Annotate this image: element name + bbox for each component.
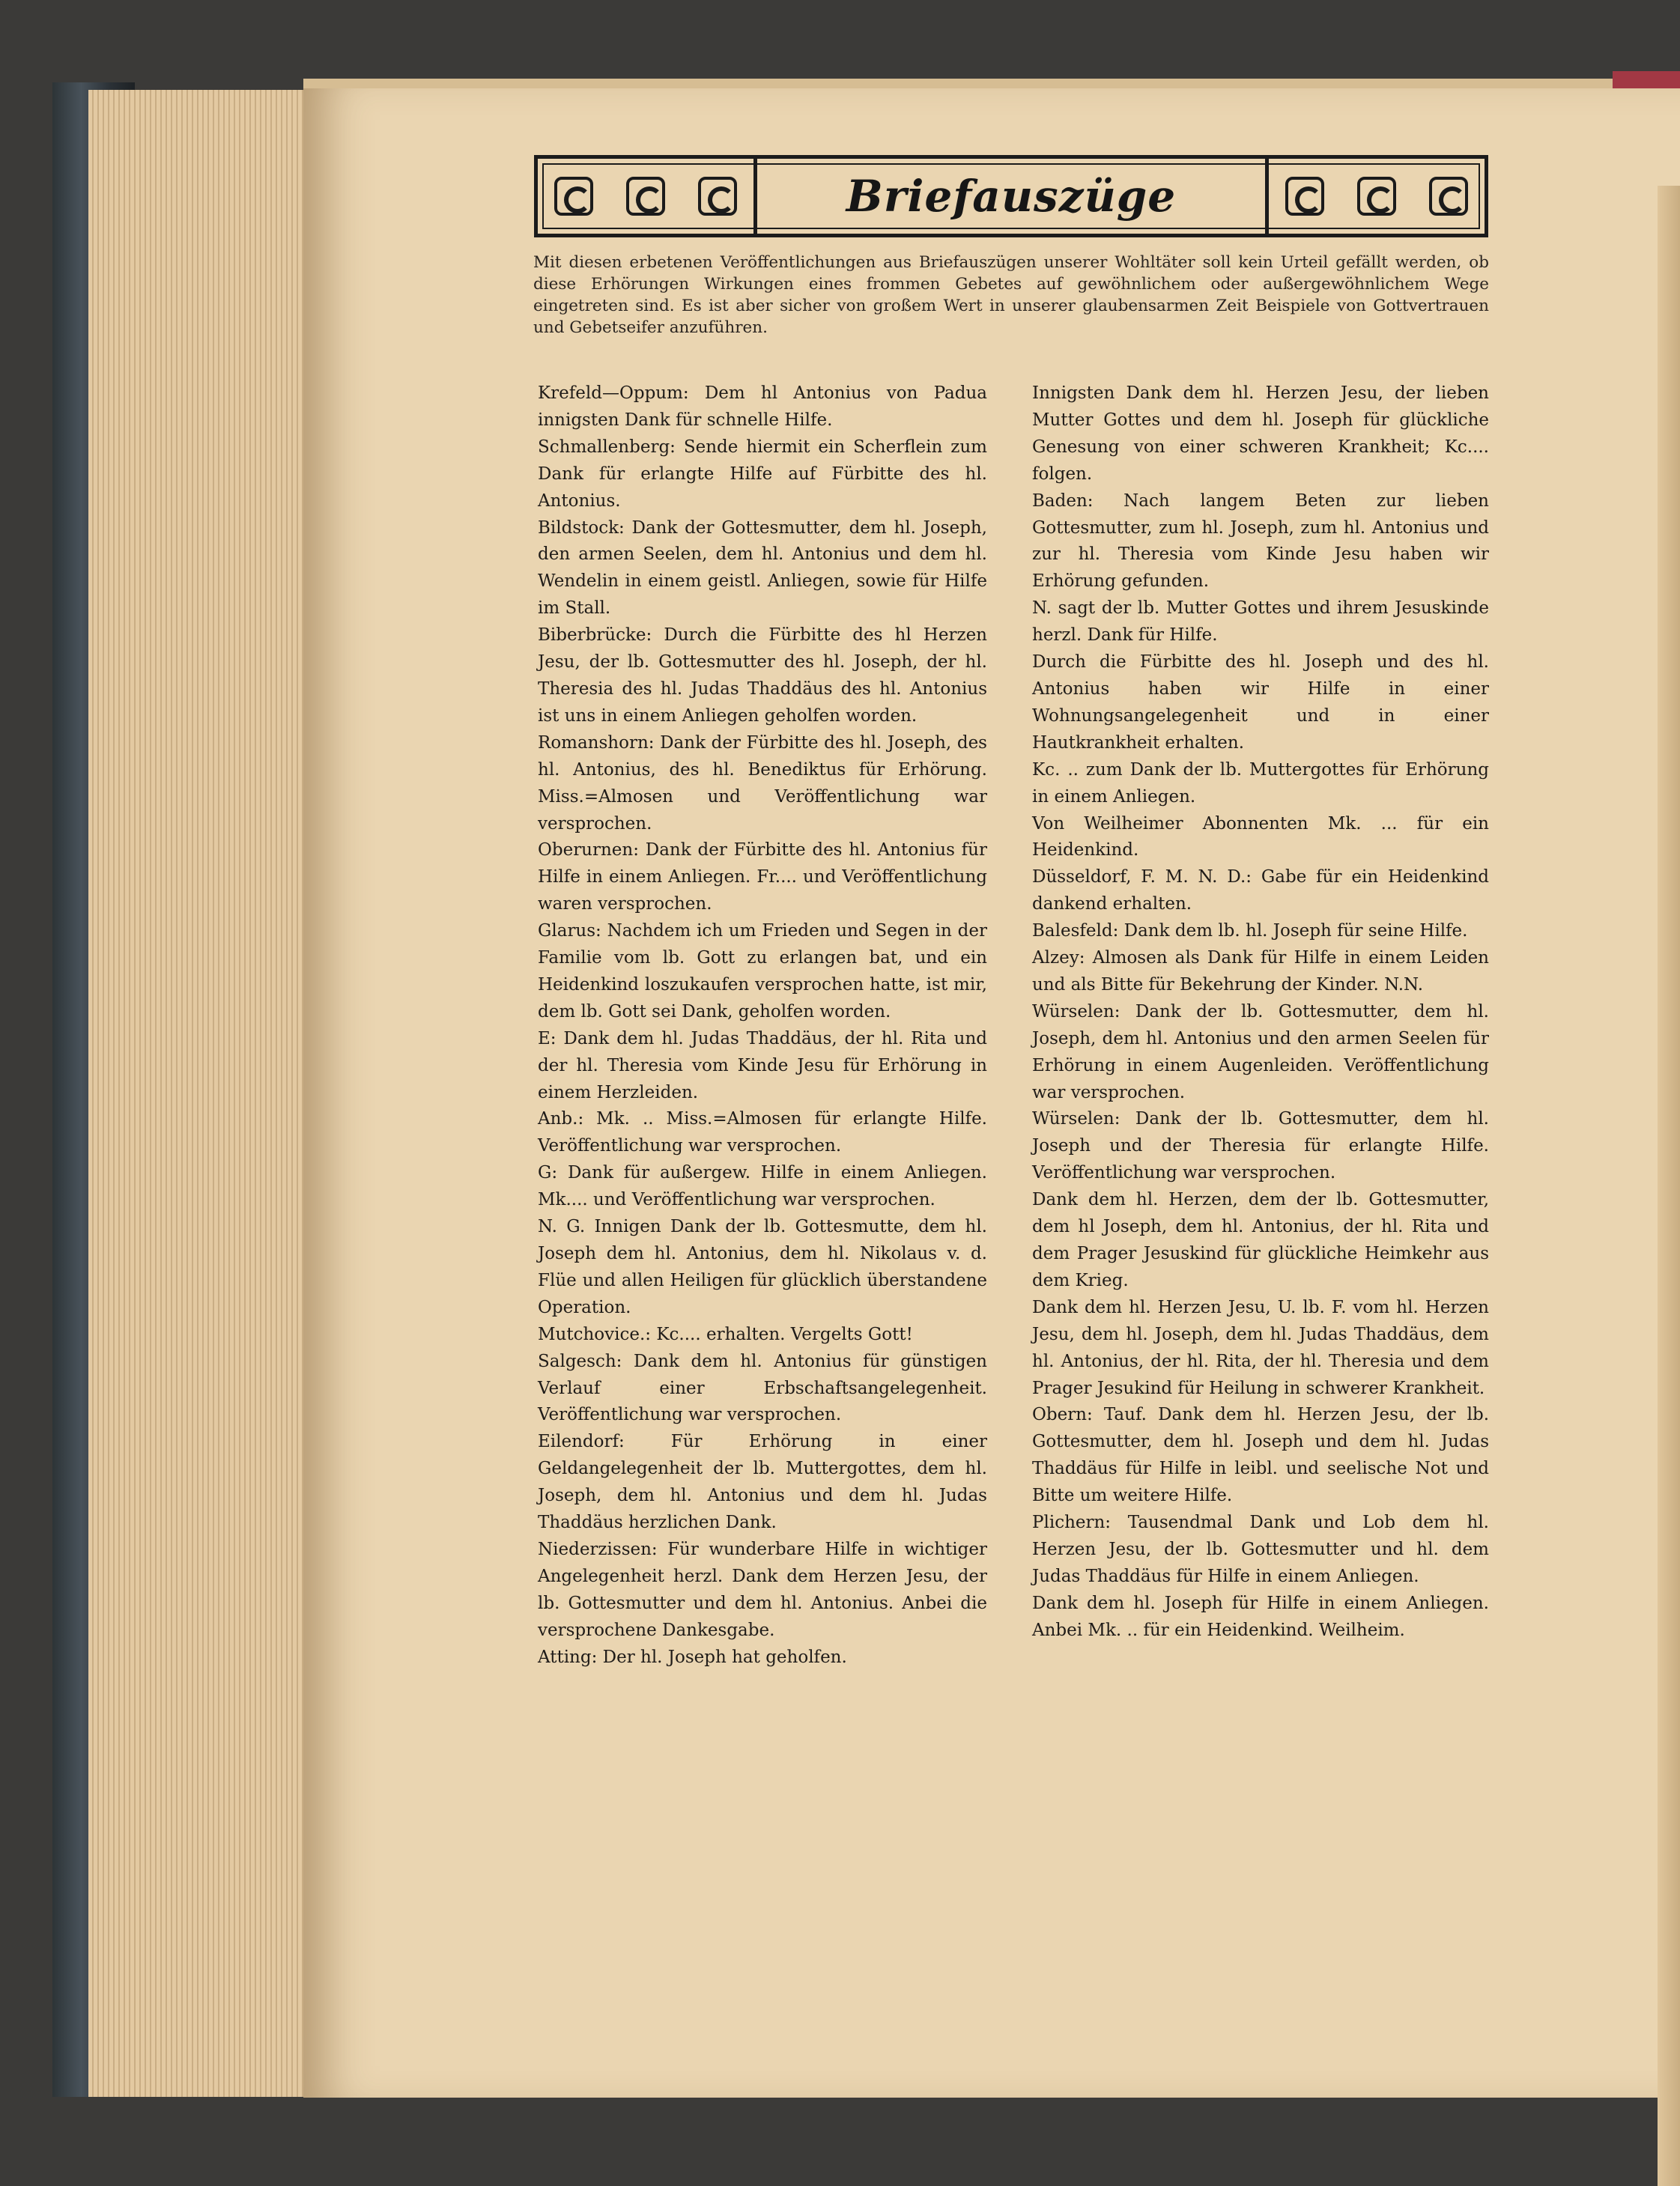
header-ornaments-left [538, 159, 757, 234]
ornament-icon [1357, 177, 1396, 216]
section-header [534, 155, 1488, 237]
ornament-icon [626, 177, 665, 216]
header-ornaments-right [1265, 159, 1485, 234]
letter-excerpt: Mutchovice.: Kc.... erhalten. Vergelts Gott! [538, 1324, 913, 1344]
letter-excerpt: Glarus: Nachdem ich um Frieden und Segen in der Familie vom lb. Gott zu erlangen bat, und ein Heidenkind loszukaufen versprochen hatte, ist mir, dem lb. Gott sei Dank, geholfen worden. [538, 921, 987, 1021]
letter-excerpt: G: Dank für außergew. Hilfe in einem Anliegen. Mk.... und Veröffentlichung war versprochen. [538, 1163, 987, 1210]
letter-excerpt: Alzey: Almosen als Dank für Hilfe in einem Leiden und als Bitte für Bekehrung der Kinder. N.N. [1032, 948, 1489, 995]
section-title: Briefauszüge [846, 171, 1177, 222]
letter-excerpt: Innigsten Dank dem hl. Herzen Jesu, der lieben Mutter Gottes und dem hl. Joseph für glückliche Genesung von einer schweren Krankheit; Kc.... folgen. [1032, 383, 1489, 484]
letter-excerpt: Balesfeld: Dank dem lb. hl. Joseph für seine Hilfe. [1032, 921, 1468, 941]
letter-excerpt: Bildstock: Dank der Gottesmutter, dem hl. Joseph, den armen Seelen, dem hl. Antonius und dem hl. Wendelin in einem geistl. Anliegen, sowie für Hilfe im Stall. [538, 517, 987, 619]
text-column-right [1032, 380, 1489, 1645]
letter-excerpt: Oberurnen: Dank der Fürbitte des hl. Antonius für Hilfe in einem Anliegen. Fr.... und Veröffentlichung waren versprochen. [538, 840, 987, 914]
page-edges [88, 90, 313, 2097]
letter-excerpt: E: Dank dem hl. Judas Thaddäus, der hl. Rita und der hl. Theresia vom Kinde Jesu für Erhörung in einem Herzleiden. [538, 1028, 987, 1102]
letter-excerpt: Von Weilheimer Abonnenten Mk. ... für ein Heidenkind. [1032, 813, 1489, 860]
letter-excerpt: Düsseldorf, F. M. N. D.: Gabe für ein Heidenkind dankend erhalten. [1032, 867, 1489, 914]
intro-paragraph: Mit diesen erbetenen Veröffentlichungen aus Briefauszügen unserer Wohltäter soll kein Urteil gefällt werden, ob diese Erhörungen Wirkungen eines frommen Gebetes auf gewöhnlichem oder außergewöhnlichem Wege eingetreten sind. Es ist aber sicher von großem Wert in unserer glaubensarmen Zeit Beispiele von Gottvertrauen und Gebetseifer anzuführen. [533, 253, 1489, 337]
text-column-left [538, 380, 987, 1672]
ornament-icon [1429, 177, 1468, 216]
letter-excerpt: Biberbrücke: Durch die Fürbitte des hl Herzen Jesu, der lb. Gottesmutter des hl. Joseph, der hl. Theresia des hl. Judas Thaddäus des hl. Antonius ist uns in einem Anliegen geholfen worden. [538, 625, 987, 726]
letter-excerpt: Würselen: Dank der lb. Gottesmutter, dem hl. Joseph und der Theresia für erlangte Hilfe. Veröffentlichung war versprochen. [1032, 1109, 1489, 1183]
letter-excerpt: N. sagt der lb. Mutter Gottes und ihrem Jesuskinde herzl. Dank für Hilfe. [1032, 598, 1489, 646]
letter-excerpt: Kc. .. zum Dank der lb. Muttergottes für Erhörung in einem Anliegen. [1032, 759, 1489, 807]
letter-excerpt: Plichern: Tausendmal Dank und Lob dem hl. Herzen Jesu, der lb. Gottesmutter und hl. dem Judas Thaddäus für Hilfe in einem Anliegen. [1032, 1513, 1489, 1586]
letter-excerpt: Würselen: Dank der lb. Gottesmutter, dem hl. Joseph, dem hl. Antonius und den armen Seelen für Erhörung in einem Augenleiden. Veröffentlichung war versprochen. [1032, 1001, 1489, 1102]
ornament-icon [1285, 177, 1324, 216]
letter-excerpt: N. G. Innigen Dank der lb. Gottesmutte, dem hl. Joseph dem hl. Antonius, dem hl. Nikolaus v. d. Flüe und allen Heiligen für glücklich überstandene Operation. [538, 1217, 987, 1317]
ornament-icon [554, 177, 593, 216]
letter-excerpt: Eilendorf: Für Erhörung in einer Geldangelegenheit der lb. Muttergottes, dem hl. Joseph, dem hl. Antonius und dem hl. Judas Thaddäus herzlichen Dank. [538, 1432, 987, 1533]
letter-excerpt: Krefeld—Oppum: Dem hl Antonius von Padua innigsten Dank für schnelle Hilfe. [538, 383, 987, 430]
right-page-edge [1658, 186, 1680, 2186]
letter-excerpt: Durch die Fürbitte des hl. Joseph und des hl. Antonius haben wir Hilfe in einer Wohnungsangelegenheit und in einer Hautkrankheit erhalten. [1032, 652, 1489, 753]
letter-excerpt: Dank dem hl. Herzen Jesu, U. lb. F. vom hl. Herzen Jesu, dem hl. Joseph, dem hl. Judas Thaddäus, dem hl. Antonius, der hl. Rita, der hl. Theresia und dem Prager Jesukind für Heilung in schwerer Krankheit. [1032, 1297, 1489, 1398]
letter-excerpt: Anb.: Mk. .. Miss.=Almosen für erlangte Hilfe. Veröffentlichung war versprochen. [538, 1109, 987, 1156]
letter-excerpt: Salgesch: Dank dem hl. Antonius für günstigen Verlauf einer Erbschaftsangelegenheit. Veröffentlichung war versprochen. [538, 1351, 987, 1425]
letter-excerpt: Dank dem hl. Joseph für Hilfe in einem Anliegen. Anbei Mk. .. für ein Heidenkind. Weilheim. [1032, 1593, 1489, 1640]
letter-excerpt: Obern: Tauf. Dank dem hl. Herzen Jesu, der lb. Gottesmutter, dem hl. Joseph und dem hl. Judas Thaddäus für Hilfe in leibl. und seelische Not und Bitte um weitere Hilfe. [1032, 1405, 1489, 1506]
letter-excerpt: Baden: Nach langem Beten zur lieben Gottesmutter, zum hl. Joseph, zum hl. Antonius und zur hl. Theresia vom Kinde Jesu haben wir Erhörung gefunden. [1032, 491, 1489, 592]
letter-excerpt: Romanshorn: Dank der Fürbitte des hl. Joseph, des hl. Antonius, des hl. Benediktus für Erhörung. Miss.=Almosen und Veröffentlichung war versprochen. [538, 732, 987, 834]
letter-excerpt: Niederzissen: Für wunderbare Hilfe in wichtiger Angelegenheit herzl. Dank dem Herzen Jesu, der lb. Gottesmutter und dem hl. Antonius. Anbei die versprochene Dankesgabe. [538, 1539, 987, 1640]
letter-excerpt: Dank dem hl. Herzen, dem der lb. Gottesmutter, dem hl Joseph, dem hl. Antonius, der hl. Rita und dem Prager Jesuskind für glückliche Heimkehr aus dem Krieg. [1032, 1190, 1489, 1290]
ornament-icon [698, 177, 737, 216]
letter-excerpt: Atting: Der hl. Joseph hat geholfen. [538, 1647, 847, 1667]
letter-excerpt: Schmallenberg: Sende hiermit ein Scherflein zum Dank für erlangte Hilfe auf Fürbitte des hl. Antonius. [538, 437, 987, 511]
